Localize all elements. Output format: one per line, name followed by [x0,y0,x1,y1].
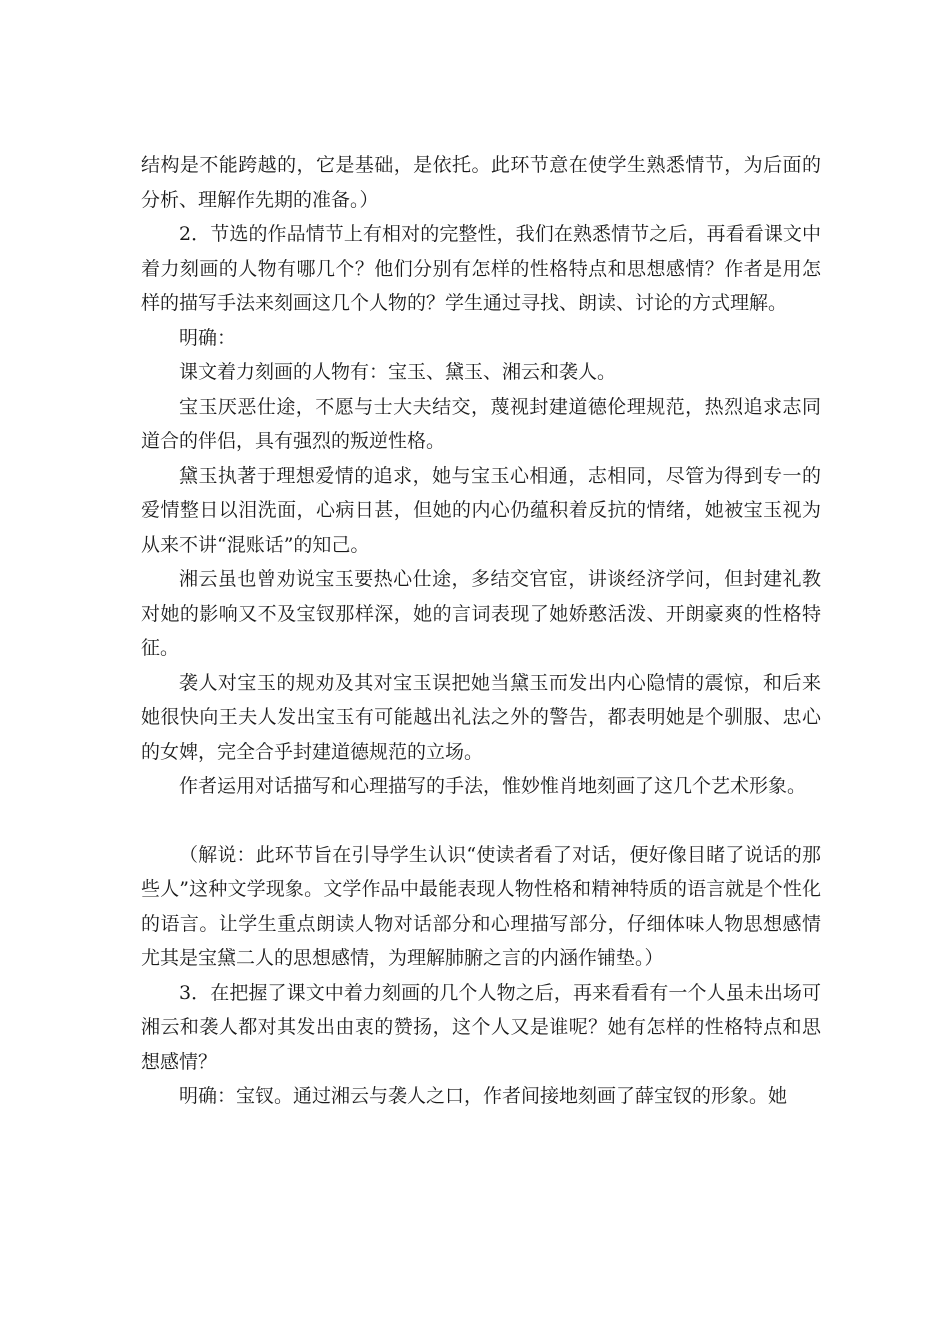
paragraph-xiangyun: 湘云虽也曾劝说宝玉要热心仕途，多结交官宦，讲谈经济学问，但封建礼教对她的影响又不及宝钗那样深，她的言词表现了她娇憨活泼、开朗豪爽的性格特征。 [141,568,821,659]
paragraph-question-3: 3．在把握了课文中着力刻画的几个人物之后，再来看看有一个人虽未出场可湘云和袭人都对其发出由衷的赞扬，这个人又是谁呢？她有怎样的性格特点和思想感情？ [141,981,821,1073]
paragraph-xiren: 袭人对宝玉的规劝及其对宝玉误把她当黛玉而发出内心隐情的震惊，和后来她很快向王夫人发出宝玉有可能越出礼法之外的警告，都表明她是个驯服、忠心的女婢，完全合乎封建道德规范的立场。 [141,671,821,763]
paragraph-explanation: （解说：此环节旨在引导学生认识“使读者看了对话，便好像目睹了说话的那些人”这种文学现象。文学作品中最能表现人物性格和精神特质的语言就是个性化的语言。让学生重点朗读人物对话部分和心理描写部分，仔细体味人物思想感情尤其是宝黛二人的思想感情，为理解肺腑之言的内涵作铺垫。） [141,843,821,969]
paragraph-baoyu: 宝玉厌恶仕途，不愿与士大夫结交，蔑视封建道德伦理规范，热烈追求志同道合的伴侣，具有强烈的叛逆性格。 [141,395,821,452]
paragraph-daiyu: 黛玉执著于理想爱情的追求，她与宝玉心相通，志相同，尽管为得到专一的爱情整日以泪洗面，心病日甚，但她的内心仍蕴积着反抗的情绪，她被宝玉视为从来不讲“混账话”的知己。 [141,464,821,556]
paragraph-question-2: 2．节选的作品情节上有相对的完整性，我们在熟悉情节之后，再看看课文中着力刻画的人物有哪几个？他们分别有怎样的性格特点和思想感情？作者是用怎样的描写手法来刻画这几个人物的？学生通过寻找、朗读、讨论的方式理解。 [141,223,821,314]
paragraph-answer-baochai: 明确：宝钗。通过湘云与袭人之口，作者间接地刻画了薛宝钗的形象。她 [179,1085,788,1107]
document-body [141,148,821,1114]
paragraph-continuation: 结构是不能跨越的，它是基础，是依托。此环节意在使学生熟悉情节，为后面的分析、理解作先期的准备。） [141,154,821,211]
paragraph-answer-label: 明确： [179,326,237,349]
paragraph-technique: 作者运用对话描写和心理描写的手法，惟妙惟肖地刻画了这几个艺术形象。 [179,775,807,797]
paragraph-characters-list: 课文着力刻画的人物有：宝玉、黛玉、湘云和袭人。 [179,361,617,383]
blank-line [141,804,821,838]
